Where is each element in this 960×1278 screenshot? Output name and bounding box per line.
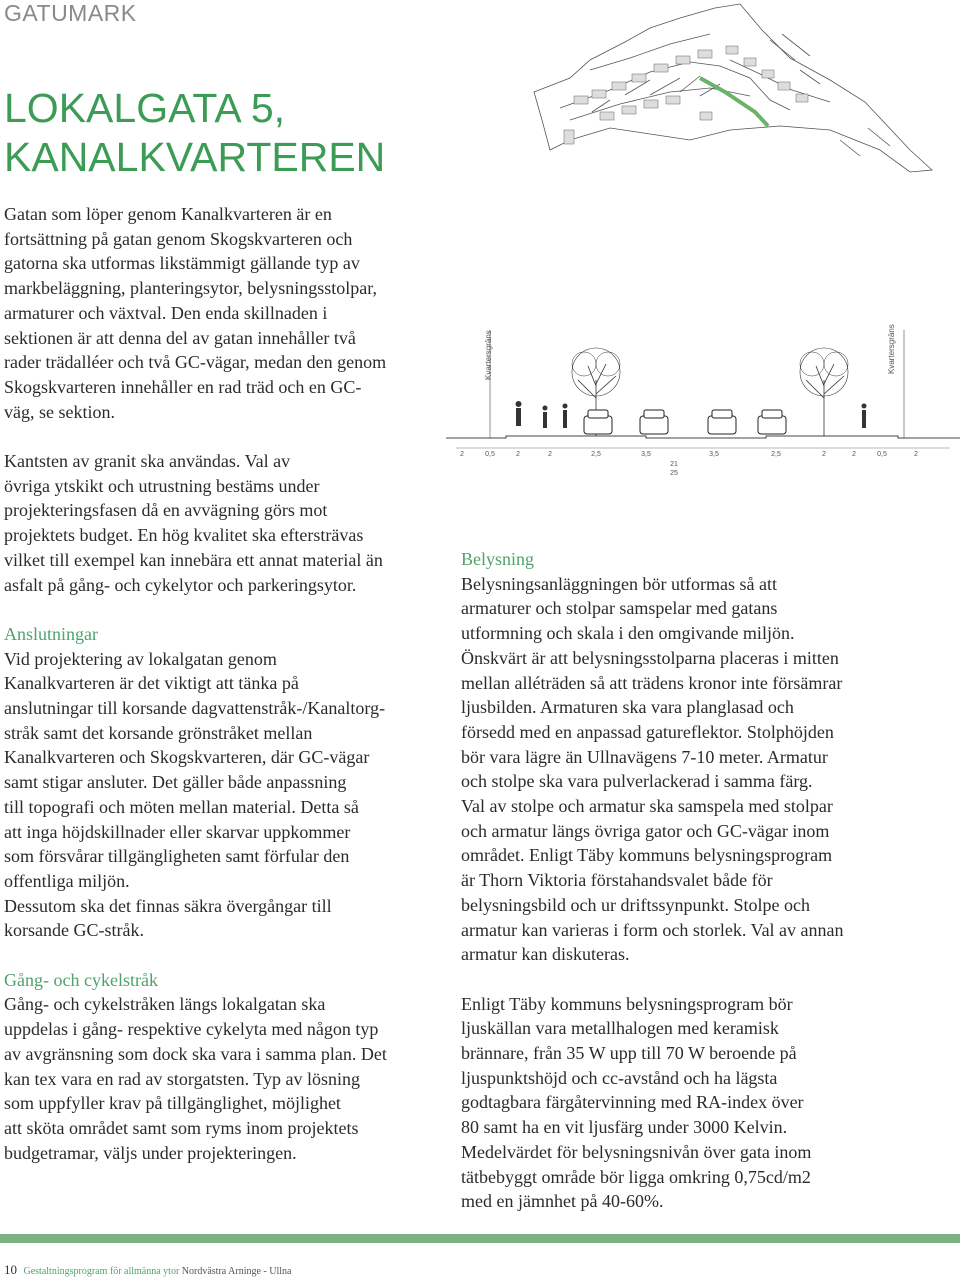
anslutningar-line: som försvårar tillgängligheten samt förfular den	[4, 846, 350, 867]
ljuskalla-paragraph	[461, 992, 901, 1214]
ljuskalla-line: tätbebyggt område bör ligga omkring 0,75cd/m2	[461, 1166, 811, 1187]
ljuskalla-line: med en jämnhet på 40-60%.	[461, 1191, 664, 1212]
ljuskalla-line: Medelvärdet för belysningsnivån över gata inom	[461, 1141, 812, 1162]
intro-line: armaturer och växtval. Den enda skillnaden i	[4, 302, 328, 323]
gang-heading: Gång- och cykelstråk	[4, 969, 158, 990]
belysning-line: armatur kan diskuteras.	[461, 944, 630, 965]
gang-line: uppdelas i gång- respektive cykelyta med någon typ	[4, 1019, 379, 1040]
belysning-line: Belysningsanläggningen bör utformas så att	[461, 573, 777, 594]
key-map	[530, 0, 960, 175]
ljuskalla-line: brännare, från 35 W upp till 70 W beroende på	[461, 1043, 797, 1064]
belysning-line: utformning och skala i den omgivande miljön.	[461, 623, 795, 644]
belysning-line: och armatur längs övriga gator och GC-vägar inom	[461, 820, 830, 841]
intro-line: Skogskvarteren innehåller en rad träd och en GC-	[4, 376, 362, 397]
intro-line: fortsättning på gatan genom Skogskvarteren och	[4, 228, 353, 249]
boundary-label-right: Kvartersgräns	[887, 324, 896, 374]
intro-line: väg, se sektion.	[4, 401, 115, 422]
belysning-line: försedd med en anpassad gatureflektor. Stolphöjden	[461, 721, 834, 742]
anslutningar-heading: Anslutningar	[4, 623, 98, 644]
gang-line: budgetramar, väljs under projekteringen.	[4, 1142, 297, 1163]
material-line: Kantsten av granit ska användas. Val av	[4, 451, 291, 472]
ljuskalla-line: ljuspunktshöjd och cc-avstånd och ha lägsta	[461, 1067, 778, 1088]
intro-line: sektionen är att denna del av gatan innehåller två	[4, 327, 356, 348]
ground-line	[446, 436, 960, 438]
dim-label: 2	[516, 451, 520, 458]
cars	[584, 410, 786, 434]
material-line: projekteringsfasen då en avvägning görs mot	[4, 500, 328, 521]
belysning-line: armatur kan varieras i form och storlek. Val av annan	[461, 919, 844, 940]
gang-line: kan tex vara en rad av storgatsten. Typ av lösning	[4, 1068, 360, 1089]
intro-line: Gatan som löper genom Kanalkvarteren är en	[4, 204, 332, 224]
gang-line: att sköta området samt som ryms inom projektets	[4, 1117, 359, 1138]
dim-total-outer: 25	[670, 470, 678, 477]
ljuskalla-line: ljuskällan vara metallhalogen med keramisk	[461, 1018, 779, 1039]
anslutningar-section	[4, 622, 444, 943]
dim-label: 2	[852, 451, 856, 458]
dim-label: 0,5	[877, 451, 887, 458]
page-number: 10	[4, 1262, 17, 1277]
belysning-line: området. Enligt Täby kommuns belysningsprogram	[461, 845, 833, 866]
belysning-line: Önskvärt är att belysningsstolparna placeras i mitten	[461, 647, 839, 668]
belysning-line: är Thorn Viktoria förstahandsvalet både för	[461, 870, 773, 891]
dim-label: 0,5	[485, 451, 495, 458]
anslutningar-line: Vid projektering av lokalgatan genom	[4, 648, 277, 669]
ljuskalla-line: 80 samt ha en vit ljusfärg under 3000 Kelvin.	[461, 1117, 788, 1138]
page-title-line2: KANALKVARTEREN	[4, 134, 386, 180]
gang-line: Gång- och cykelstråken längs lokalgatan ska	[4, 994, 326, 1015]
intro-line: markbeläggning, planteringsytor, belysningsstolpar,	[4, 278, 377, 299]
material-line: övriga ytskikt och utrustning bestäms under	[4, 475, 320, 496]
intro-line: gatorna ska utformas likstämmigt gällande typ av	[4, 253, 360, 274]
belysning-heading: Belysning	[461, 549, 535, 569]
material-line: asfalt på gång- och cykelytor och parkeringsytor.	[4, 574, 357, 595]
dim-label: 2,5	[591, 451, 601, 458]
belysning-line: Val av stolpe och armatur ska samspela med stolpar	[461, 796, 833, 817]
ljuskalla-line: godtagbara färgåtervinning med RA-index över	[461, 1092, 804, 1113]
belysning-paragraph	[461, 572, 901, 967]
material-line: projektets budget. En hög kvalitet ska eftersträvas	[4, 525, 364, 546]
anslutningar-line: Dessutom ska det finnas säkra övergångar till	[4, 895, 332, 916]
anslutningar-line: samt stigar ansluter. Det gäller både anpassning	[4, 772, 347, 793]
dim-label: 2,5	[771, 451, 781, 458]
anslutningar-line: Kanalkvarteren är det viktigt att tänka på	[4, 673, 299, 694]
material-paragraph	[4, 449, 444, 597]
anslutningar-line: till topografi och möten mellan material. Detta så	[4, 796, 359, 817]
belysning-line: mellan alléträden så att trädens kronor inte försämrar	[461, 672, 843, 693]
belysning-line: och stolpe ska vara pulverlackerad i samma färg.	[461, 771, 813, 792]
dim-label: 3,5	[641, 451, 651, 458]
dim-label: 3,5	[709, 451, 719, 458]
dim-label: 2	[548, 451, 552, 458]
page-title	[4, 84, 385, 182]
right-column	[461, 547, 901, 1214]
footer-text-b: Nordvästra Arninge - Ullna	[181, 1266, 292, 1277]
anslutningar-line: anslutningar till korsande dagvattenstråk-/Kanaltorg-	[4, 698, 386, 719]
page-title-line1: LOKALGATA 5,	[4, 85, 286, 131]
dim-label: 2	[822, 451, 826, 458]
boundary-label-left: Kvartersgräns	[484, 330, 493, 380]
intro-line: rader trädalléer och två GC-vägar, medan den genom	[4, 352, 387, 373]
anslutningar-line: korsande GC-stråk.	[4, 920, 144, 941]
ljuskalla-line: Enligt Täby kommuns belysningsprogram bör	[461, 993, 793, 1014]
material-line: vilket till exempel kan innebära ett annat material än	[4, 549, 383, 570]
dim-total-inner: 21	[670, 461, 678, 468]
anslutningar-line: offentliga miljön.	[4, 870, 130, 891]
belysning-line: bör vara lägre än Ullnavägens 7-10 meter. Armatur	[461, 746, 828, 767]
gang-line: av avgränsning som dock ska vara i samma plan. Det	[4, 1043, 387, 1064]
gang-line: som uppfyller krav på tillgänglighet, möjlighet	[4, 1093, 341, 1114]
street-section-diagram	[446, 320, 960, 480]
belysning-line: belysningsbild och ur driftssynpunkt. Stolpe och	[461, 894, 810, 915]
footer-bar	[0, 1234, 960, 1243]
left-column	[4, 202, 444, 1165]
intro-paragraph	[4, 202, 444, 424]
tree-right	[800, 348, 848, 436]
dim-label: 2	[914, 451, 918, 458]
gang-section	[4, 968, 444, 1166]
anslutningar-line: Kanalkvarteren och Skogskvarteren, där GC-vägar	[4, 747, 370, 768]
belysning-line: ljusbilden. Armaturen ska vara planglasad och	[461, 697, 794, 718]
section-label: GATUMARK	[4, 0, 137, 26]
anslutningar-line: stråk samt det korsande grönstråket mellan	[4, 722, 313, 743]
footer-text-a: Gestaltningsprogram för allmänna ytor	[23, 1266, 180, 1277]
footer	[4, 1262, 292, 1278]
dim-label: 2	[460, 451, 464, 458]
pedestrians	[516, 401, 867, 428]
anslutningar-line: att inga höjdskillnader eller skarvar uppkommer	[4, 821, 351, 842]
belysning-line: armaturer och stolpar samspelar med gatans	[461, 598, 778, 619]
